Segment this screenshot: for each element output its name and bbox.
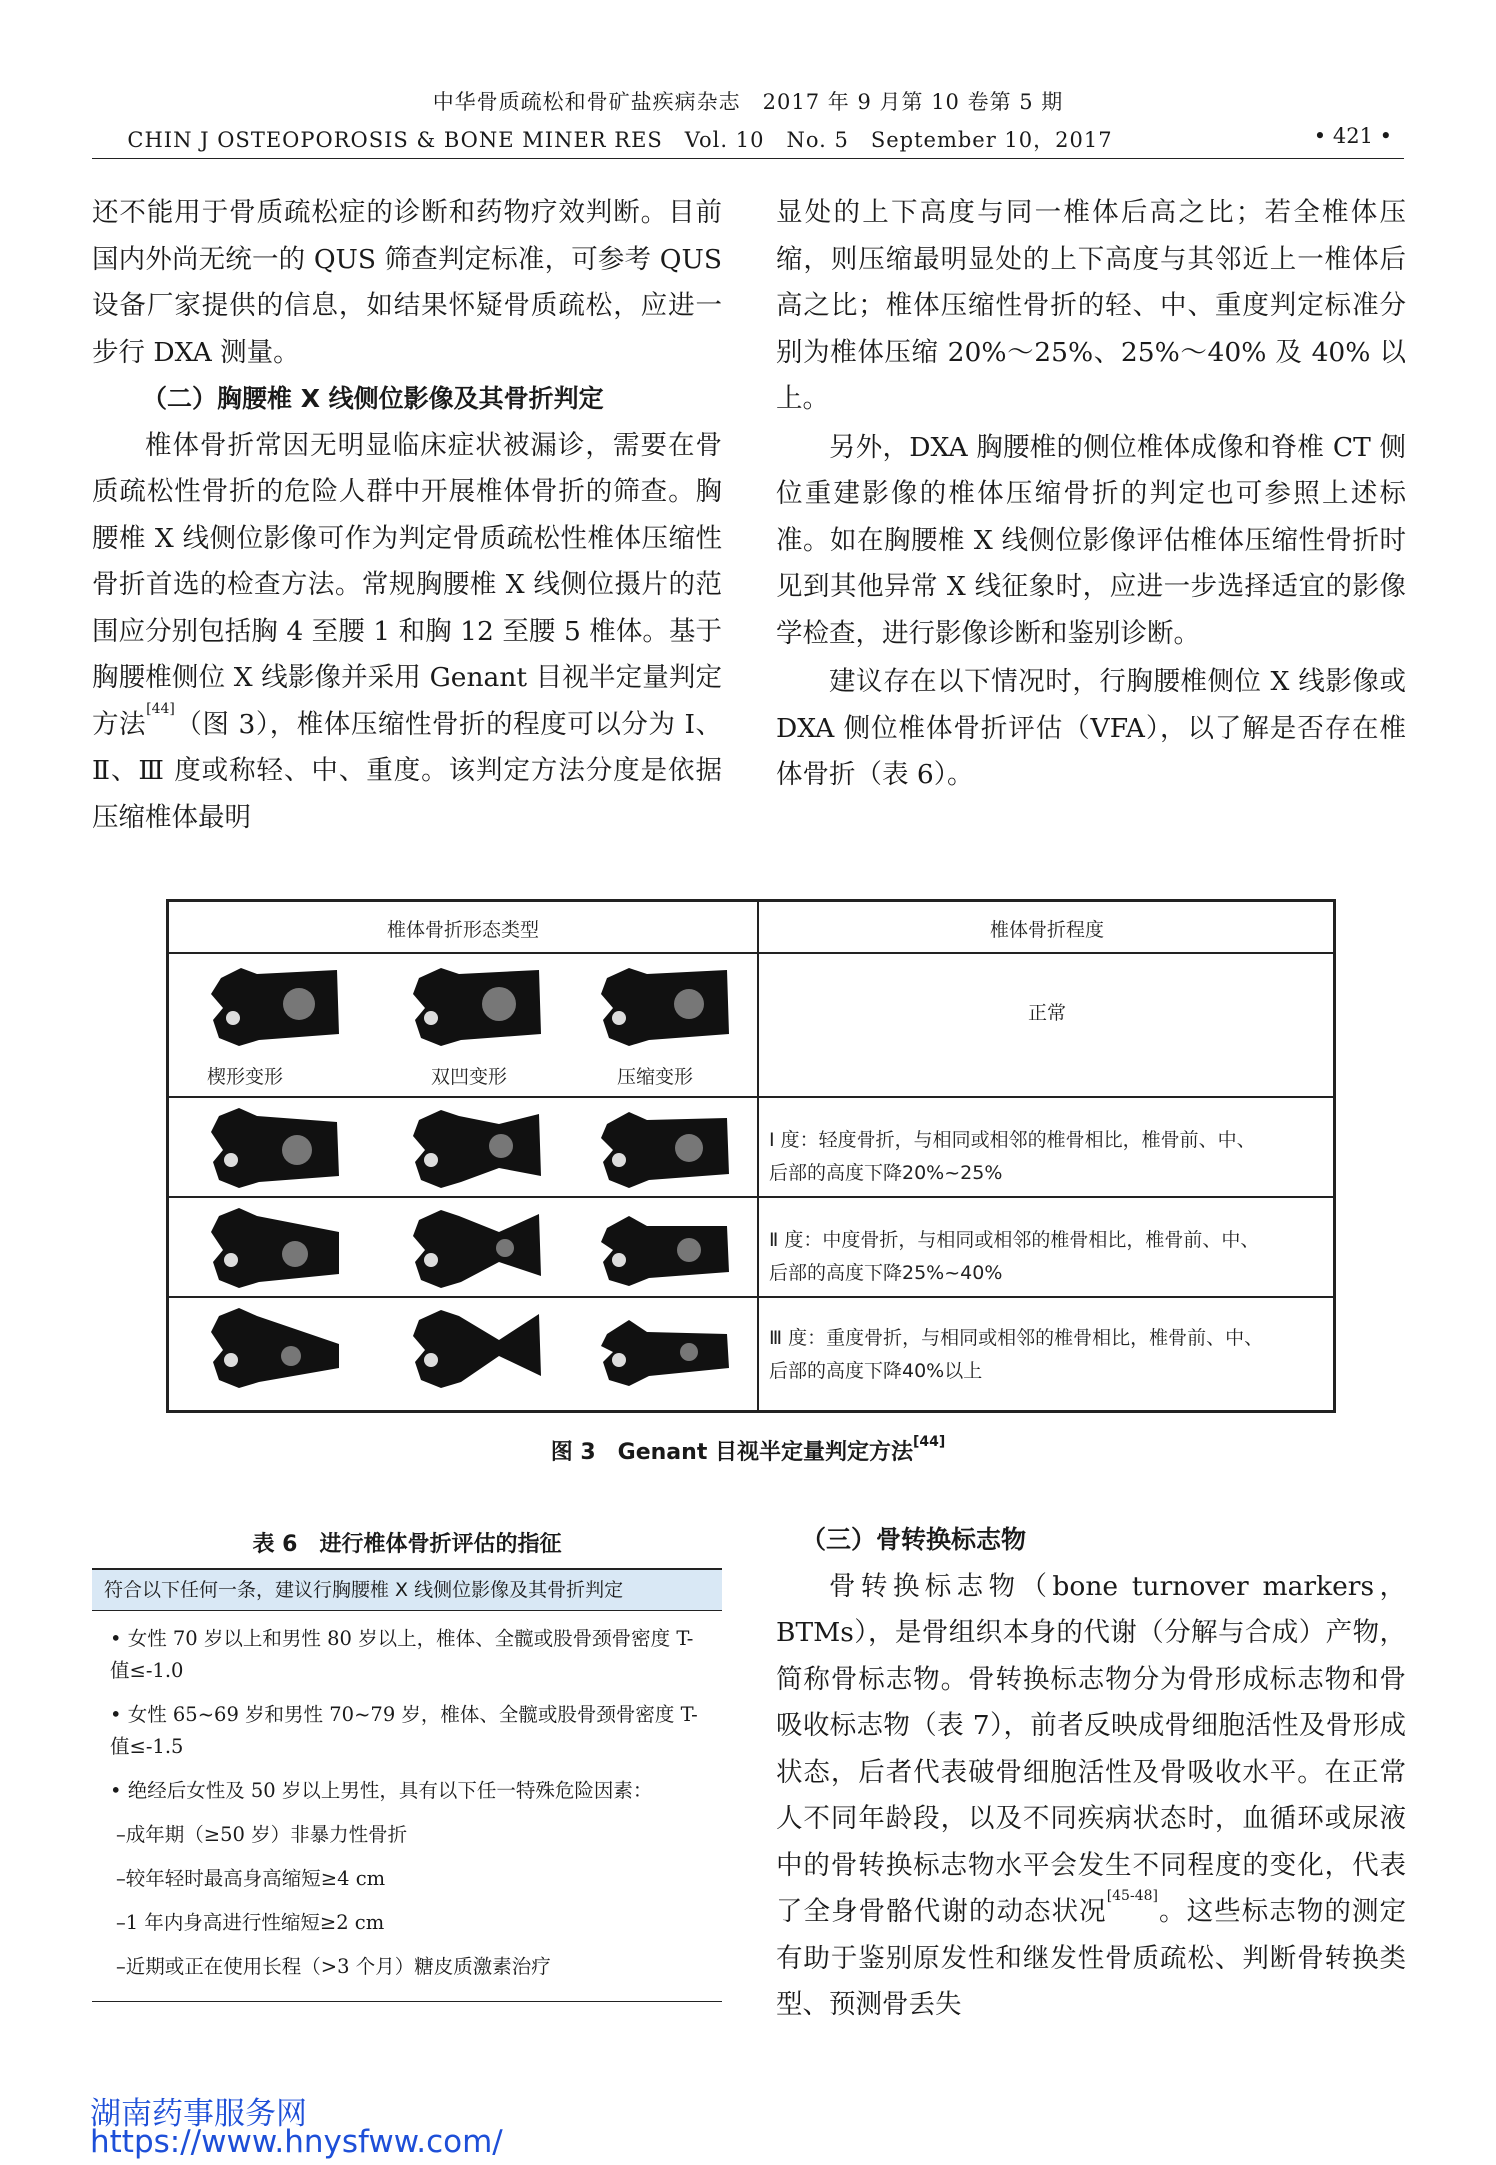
left-column-top	[92, 190, 722, 841]
table-subrow: –1 年内身高进行性缩短≥2 cm	[116, 1911, 385, 1934]
vertebra-normal-1-image	[199, 960, 349, 1052]
watermark-site-name: 湖南药事服务网	[90, 2096, 307, 2132]
vertebra-grade2-biconcave-image	[401, 1202, 551, 1294]
grade2-description: Ⅱ 度：中度骨折，与相同或相邻的椎骨相比，椎骨前、中、 后部的高度下降25%~40%	[769, 1229, 1260, 1284]
type-label-crush: 压缩变形	[617, 1066, 694, 1088]
figure-col-morphology: 椎体骨折形态类型	[386, 919, 539, 941]
figure-col-grade: 椎体骨折程度	[989, 919, 1104, 941]
table-row: • 女性 70 岁以上和男性 80 岁以上，椎体、全髋或股骨颈骨密度 T-值≤-1.0	[110, 1627, 694, 1682]
paragraph-btm: 骨转换标志物（bone turnover markers，BTMs），是骨组织本身的代谢（分解与合成）产物，简称骨标志物。骨转换标志物分为骨形成标志物和骨吸收标志物（表 7），前者反映成骨细胞活性及骨形成状态，后者代表破骨细胞活性及骨吸收水平。在正常人不同年龄段，以及不同疾病状态时，血循环或尿液中的骨转换标志物水平会发生不同程度的变化，代表了全身骨骼代谢的动态状况[45-48]。这些标志物的测定有助于鉴别原发性和继发性骨质疏松、判断骨转换类型、预测骨丢失	[776, 1570, 1406, 2020]
vertebra-grade2-crush-image	[589, 1202, 739, 1294]
paragraph-criteria: 显处的上下高度与同一椎体后高之比；若全椎体压缩，则压缩最明显处的上下高度与其邻近上一椎体后高之比；椎体压缩性骨折的轻、中、重度判定标准分别为椎体压缩 20%～25%、25%～40% 及 40% 以上。	[776, 197, 1406, 414]
vertebra-grade1-wedge-image	[199, 1102, 349, 1194]
figure-3-genant	[166, 899, 1336, 1413]
figure-divider-h3	[169, 1196, 1333, 1198]
vertebra-grade3-biconcave-image	[401, 1302, 551, 1394]
citation-45-48: [45-48]	[1106, 1888, 1158, 1904]
table-row: • 女性 65~69 岁和男性 70~79 岁，椎体、全髋或股骨颈骨密度 T-值≤-1.5	[110, 1703, 698, 1758]
figure-3-caption: 图 3 Genant 目视半定量判定方法[44]	[550, 1434, 946, 1465]
right-column-top	[776, 190, 1406, 799]
vertebra-normal-3-image	[589, 960, 739, 1052]
page-number: • 421 •	[1313, 124, 1392, 148]
type-label-wedge: 楔形变形	[207, 1066, 284, 1088]
vertebra-grade3-wedge-image	[199, 1302, 349, 1394]
journal-header-en: CHIN J OSTEOPOROSIS & BONE MINER RES Vol. 10 No. 5 September 10，2017	[127, 128, 1113, 152]
citation-44: [44]	[146, 700, 175, 717]
figure-divider-h1	[169, 952, 1333, 954]
journal-header-cn: 中华骨质疏松和骨矿盐疾病杂志 2017 年 9 月第 10 卷第 5 期	[432, 90, 1064, 114]
figure-divider-vertical	[757, 902, 759, 1410]
vertebra-grade1-crush-image	[589, 1102, 739, 1194]
section-heading-3: （三）骨转换标志物	[801, 1525, 1027, 1554]
figure-normal-label: 正常	[1027, 1002, 1066, 1024]
table-subrow: –较年轻时最高身高缩短≥4 cm	[116, 1867, 386, 1890]
table-subrow: –近期或正在使用长程（>3 个月）糖皮质激素治疗	[116, 1955, 551, 1978]
table-subrow: –成年期（≥50 岁）非暴力性骨折	[116, 1823, 408, 1846]
header-rule	[92, 158, 1404, 159]
paragraph-qus: 还不能用于骨质疏松症的诊断和药物疗效判断。目前国内外尚无统一的 QUS 筛查判定标准，可参考 QUS 设备厂家提供的信息，如结果怀疑骨质疏松，应进一步行 DXA 测量。	[92, 197, 722, 368]
table-6	[92, 1568, 722, 2002]
grade1-description: Ⅰ 度：轻度骨折，与相同或相邻的椎骨相比，椎骨前、中、 后部的高度下降20%~25%	[769, 1129, 1256, 1184]
vertebra-grade1-biconcave-image	[401, 1102, 551, 1194]
paragraph-vfa-advice: 建议存在以下情况时，行胸腰椎侧位 X 线影像或 DXA 侧位椎体骨折评估（VFA），以了解是否存在椎体骨折（表 6）。	[776, 666, 1406, 790]
table-row: • 绝经后女性及 50 岁以上男性，具有以下任一特殊危险因素：	[110, 1779, 653, 1802]
paragraph-vertebral-fracture: 椎体骨折常因无明显临床症状被漏诊，需要在骨质疏松性骨折的危险人群中开展椎体骨折的筛查。胸腰椎 X 线侧位影像可作为判定骨质疏松性椎体压缩性骨折首选的检查方法。常规胸腰椎 X 线侧位摄片的范围应分别包括胸 4 至腰 1 和胸 12 至腰 5 椎体。基于胸腰椎侧位 X 线影像并采用 Genant 目视半定量判定方法[44]（图 3），椎体压缩性骨折的程度可以分为 Ⅰ、Ⅱ、Ⅲ 度或称轻、中、重度。该判定方法分度是依据压缩椎体最明	[92, 429, 722, 833]
table-6-header: 符合以下任何一条，建议行胸腰椎 X 线侧位影像及其骨折判定	[92, 1568, 722, 1611]
vertebra-grade2-wedge-image	[199, 1202, 349, 1294]
vertebra-normal-2-image	[401, 960, 551, 1052]
watermark-url-link[interactable]: https://www.hnysfww.com/	[90, 2124, 503, 2160]
right-column-bottom	[776, 1517, 1406, 2029]
grade3-description: Ⅲ 度：重度骨折，与相同或相邻的椎骨相比，椎骨前、中、 后部的高度下降40%以上	[769, 1327, 1264, 1382]
figure-divider-h2	[169, 1096, 1333, 1098]
type-label-biconcave: 双凹变形	[431, 1066, 508, 1088]
figure-divider-h4	[169, 1296, 1333, 1298]
vertebra-grade3-crush-image	[589, 1302, 739, 1394]
paragraph-dxa-ct: 另外，DXA 胸腰椎的侧位椎体成像和脊椎 CT 侧位重建影像的椎体压缩骨折的判定也可参照上述标准。如在胸腰椎 X 线侧位影像评估椎体压缩性骨折时见到其他异常 X 线征象时，应进一步选择适宜的影像学检查，进行影像诊断和鉴别诊断。	[776, 431, 1406, 649]
section-heading-2: （二）胸腰椎 X 线侧位影像及其骨折判定	[142, 384, 604, 413]
table-6-body	[92, 1611, 722, 2002]
table-6-title: 表 6 进行椎体骨折评估的指征	[252, 1532, 562, 1557]
